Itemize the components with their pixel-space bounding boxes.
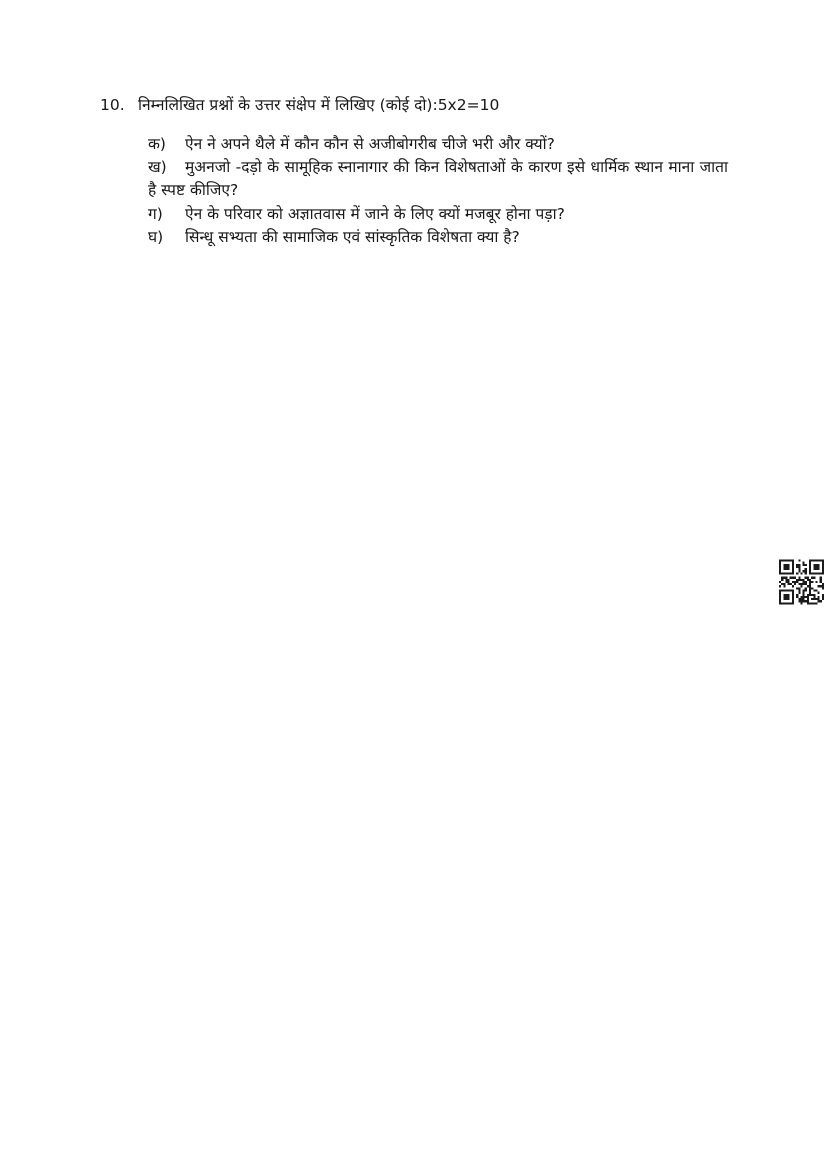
sub-question-text: ऐन ने अपने थैले में कौन कौन से अजीबोगरीब चीजे भरी और क्यों? (185, 135, 555, 153)
sub-question-label: क) (148, 135, 166, 153)
qr-code (779, 557, 824, 607)
sub-question-text: सिन्धू सभ्यता की सामाजिक एवं सांस्कृतिक विशेषता क्या है? (185, 227, 520, 246)
question-text: निम्नलिखित प्रश्नों के उत्तर संक्षेप में लिखिए (कोई दो):5x2=10 (138, 96, 500, 114)
sub-question-text: ऐन के परिवार को अज्ञातवास में जाने के लिए क्यों मजबूर होना पड़ा? (185, 204, 565, 223)
sub-question-label: घ) (148, 227, 164, 246)
question-10 (100, 95, 740, 116)
sub-question-ga (148, 203, 728, 226)
sub-question-kha (148, 156, 728, 202)
sub-question-label: ख) (148, 158, 167, 177)
sub-question-text: मुअनजो -दड़ो के सामूहिक स्नानागार की किन विशेषताओं के कारण इसे धार्मिक स्थान माना जाता है स्पष्ट कीजिए? (148, 158, 728, 200)
sub-question-list (148, 133, 728, 249)
sub-question-label: ग) (148, 204, 163, 223)
question-number: 10. (100, 96, 125, 114)
sub-question-gha (148, 226, 728, 249)
sub-question-ka (148, 133, 728, 156)
